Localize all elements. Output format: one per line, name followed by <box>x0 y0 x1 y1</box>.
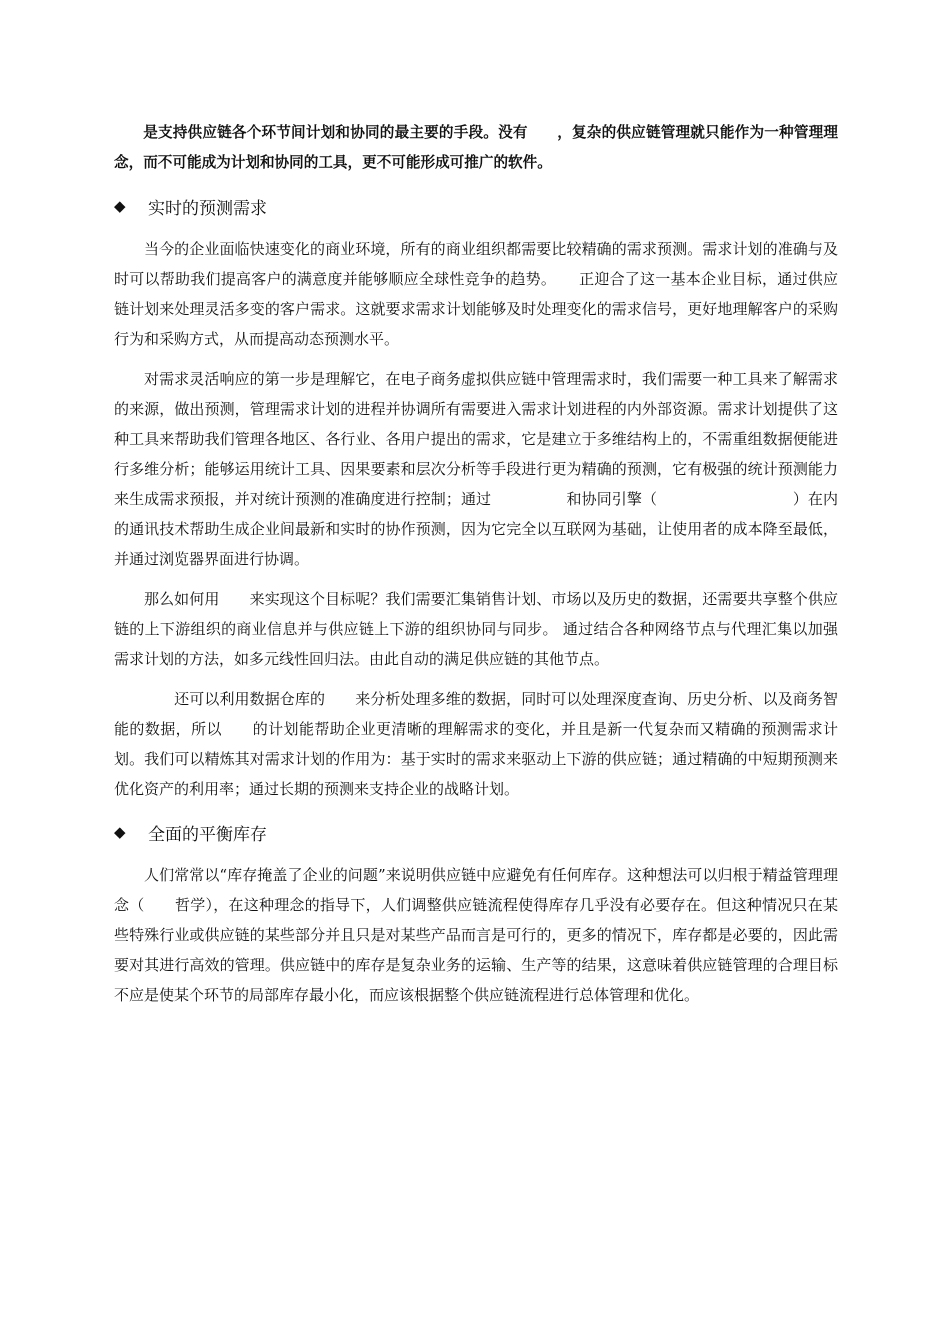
section-title: 全面的平衡库存 <box>148 824 267 845</box>
paragraph: 当今的企业面临快速变化的商业环境，所有的商业组织都需要比较精确的需求预测。需求计划的准确与及时可以帮助我们提高客户的满意度并能够顺应全球性竞争的趋势。 正迎合了这一基本企业目标，通过供应链计划来处理灵活多变的客户需求。这就要求需求计划能够及时处理变化的需求信号，更好地理解客户的采购行为和采购方式，从而提高动态预测水平。 <box>114 240 838 348</box>
paragraph: 人们常常以“库存掩盖了企业的问题”来说明供应链中应避免有任何库存。这种想法可以归根于精益管理理念（ 哲学），在这种理念的指导下，人们调整供应链流程使得库存几乎没有必要存在。但这种情况只在某些特殊行业或供应链的某些部分并且只是对某些产品而言是可行的，更多的情况下，库存都是必要的，因此需要对其进行高效的管理。供应链中的库存是复杂业务的运输、生产等的结果，这意味着供应链管理的合理目标不应是使某个环节的局部库存最小化，而应该根据整个供应链流程进行总体管理和优化。 <box>114 866 838 1004</box>
diamond-bullet-icon: ◆ <box>114 823 126 841</box>
section-heading-inventory <box>114 810 838 854</box>
paragraph: 对需求灵活响应的第一步是理解它，在电子商务虚拟供应链中管理需求时，我们需要一种工具来了解需求的来源，做出预测，管理需求计划的进程并协调所有需要进入需求计划进程的内外部资源。需求计划提供了这种工具来帮助我们管理各地区、各行业、各用户提出的需求，它是建立于多维结构上的，不需重组数据便能进行多维分析；能够运用统计工具、因果要素和层次分析等手段进行更为精确的预测，它有极强的统计预测能力来生成需求预报，并对统计预测的准确度进行控制；通过 和协同引擎（ ）在内的通讯技术帮助生成企业间最新和实时的协作预测，因为它完全以互联网为基础，让使用者的成本降至最低，并通过浏览器界面进行协调。 <box>114 370 838 568</box>
document-page <box>114 118 838 1010</box>
diamond-bullet-icon: ◆ <box>114 197 126 215</box>
section-heading-demand-forecast <box>114 184 838 228</box>
section-title: 实时的预测需求 <box>148 198 267 219</box>
intro-paragraph: 是支持供应链各个环节间计划和协同的最主要的手段。没有 ，复杂的供应链管理就只能作为一种管理理念，而不可能成为计划和协同的工具，更不可能形成可推广的软件。 <box>114 124 838 171</box>
paragraph: 还可以利用数据仓库的 来分析处理多维的数据，同时可以处理深度查询、历史分析、以及商务智能的数据，所以 的计划能帮助企业更清晰的理解需求的变化，并且是新一代复杂而又精确的预测需求计划。我们可以精炼其对需求计划的作用为：基于实时的需求来驱动上下游的供应链；通过精确的中短期预测来优化资产的利用率；通过长期的预测来支持企业的战略计划。 <box>114 690 838 798</box>
paragraph: 那么如何用 来实现这个目标呢？我们需要汇集销售计划、市场以及历史的数据，还需要共享整个供应链的上下游组织的商业信息并与供应链上下游的组织协同与同步。 通过结合各种网络节点与代理汇集以加强需求计划的方法，如多元线性回归法。由此自动的满足供应链的其他节点。 <box>114 590 838 668</box>
